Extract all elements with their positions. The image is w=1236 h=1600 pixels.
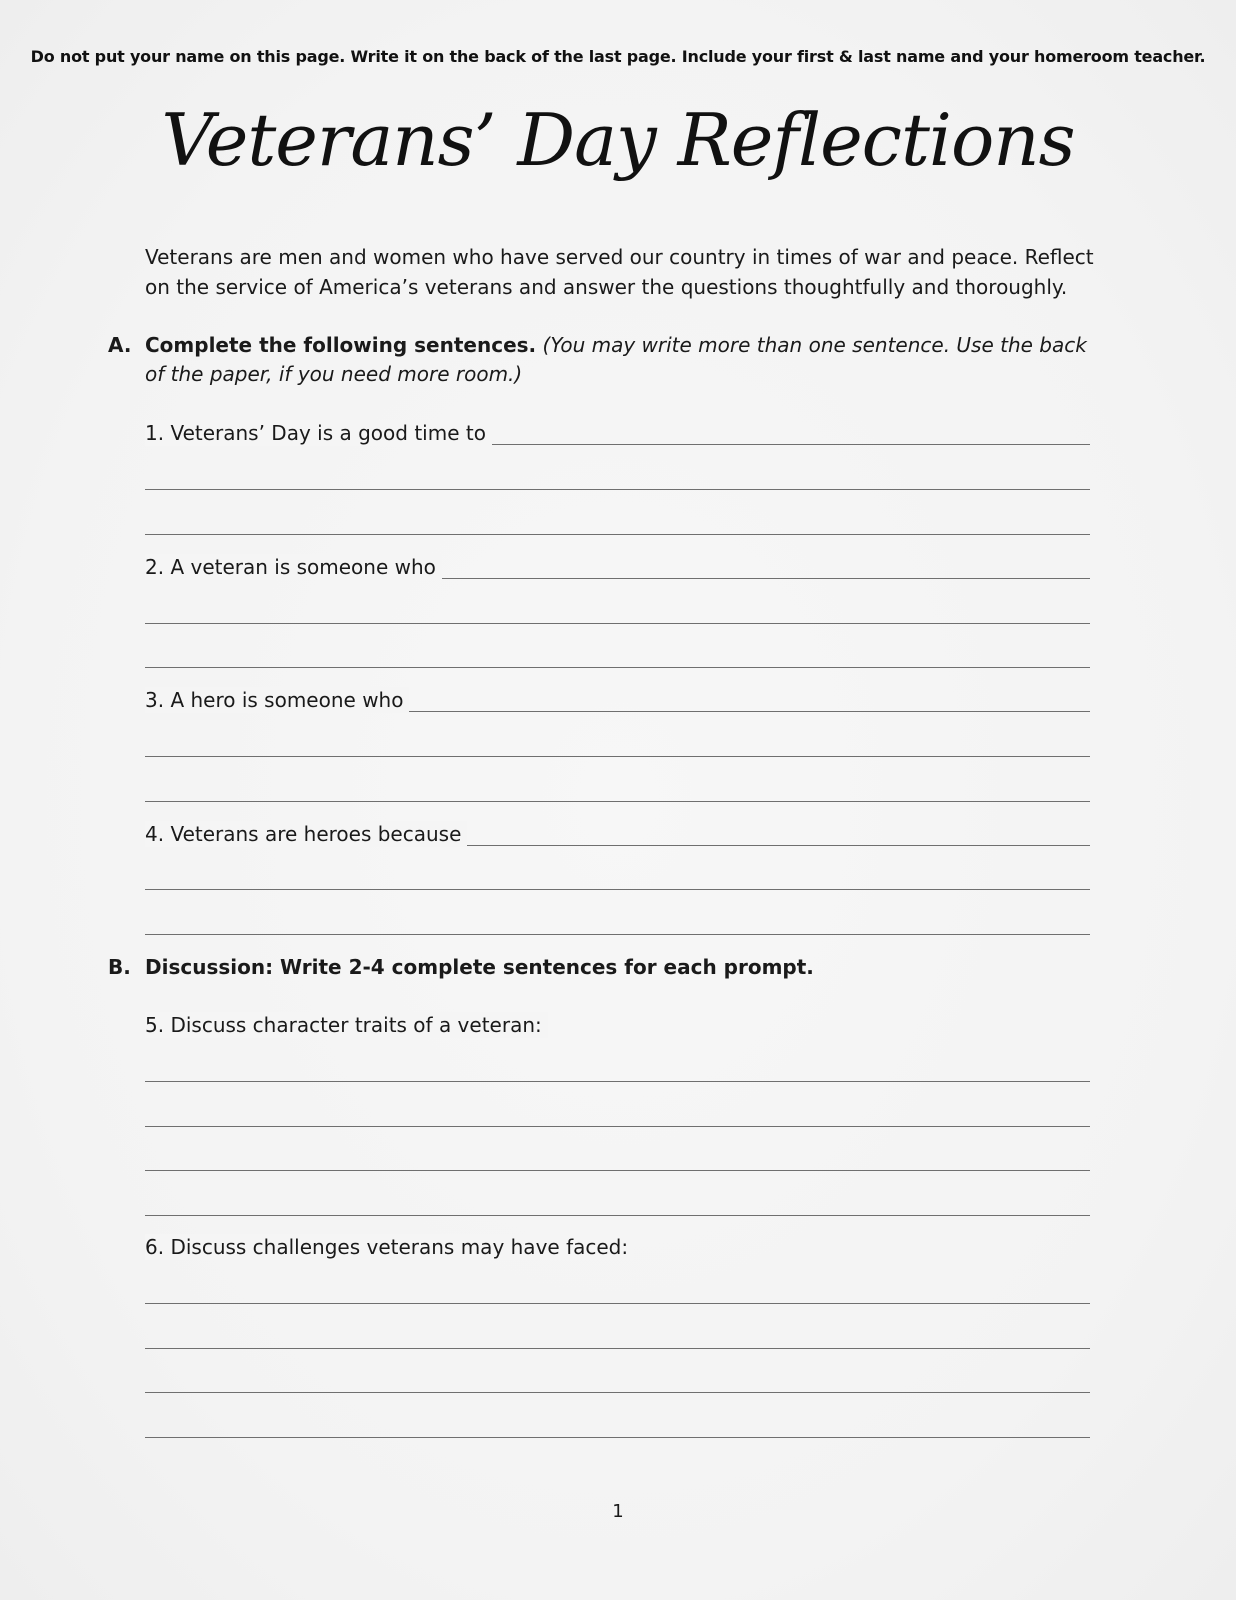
answer-line[interactable] — [145, 1392, 1090, 1393]
question-5: 5. Discuss character traits of a veteran: — [145, 1012, 548, 1038]
answer-line[interactable] — [145, 1170, 1090, 1171]
answer-line[interactable] — [145, 623, 1090, 624]
answer-line[interactable] — [460, 845, 1090, 846]
answer-line[interactable] — [145, 1081, 1090, 1082]
answer-line[interactable] — [145, 667, 1090, 668]
answer-line[interactable] — [435, 578, 1090, 579]
answer-line[interactable] — [145, 1126, 1090, 1127]
answer-line[interactable] — [145, 1215, 1090, 1216]
section-a-letter: A. — [108, 333, 132, 357]
question-6: 6. Discuss challenges veterans may have faced: — [145, 1234, 634, 1260]
answer-line[interactable] — [145, 801, 1090, 802]
section-b-letter: B. — [108, 955, 131, 979]
answer-line[interactable] — [145, 934, 1090, 935]
worksheet-title: Veterans’ Day Reflections — [161, 98, 1075, 182]
answer-line[interactable] — [480, 444, 1090, 445]
intro-paragraph: Veterans are men and women who have served our country in times of war and peace. Reflect on the service of America’s veterans and answer the questions thoughtfully and thoroughly. — [145, 245, 1094, 299]
answer-line[interactable] — [145, 889, 1090, 890]
question-3: 3. A hero is someone who — [145, 687, 409, 713]
question-4: 4. Veterans are heroes because — [145, 821, 467, 847]
answer-line[interactable] — [145, 534, 1090, 535]
answer-line[interactable] — [145, 489, 1090, 490]
answer-line[interactable] — [402, 711, 1090, 712]
section-a-title: Complete the following sentences. — [145, 333, 537, 357]
name-instructions: Do not put your name on this page. Write it on the back of the last page. Include your first & last name and your homeroom teacher. — [30, 47, 1206, 66]
section-b-title: Discussion: Write 2-4 complete sentences for each prompt. — [145, 955, 814, 979]
answer-line[interactable] — [145, 1303, 1090, 1304]
answer-line[interactable] — [145, 756, 1090, 757]
question-2: 2. A veteran is someone who — [145, 554, 442, 580]
page-number: 1 — [612, 1501, 624, 1522]
section-b-heading — [108, 953, 1088, 982]
section-a-heading — [108, 331, 1088, 389]
section-a-instruction: (You may write more than one sentence. Use the back of the paper, if you need more room.) — [145, 333, 1087, 386]
question-1: 1. Veterans’ Day is a good time to — [145, 420, 492, 446]
answer-line[interactable] — [145, 1348, 1090, 1349]
answer-line[interactable] — [145, 1437, 1090, 1438]
